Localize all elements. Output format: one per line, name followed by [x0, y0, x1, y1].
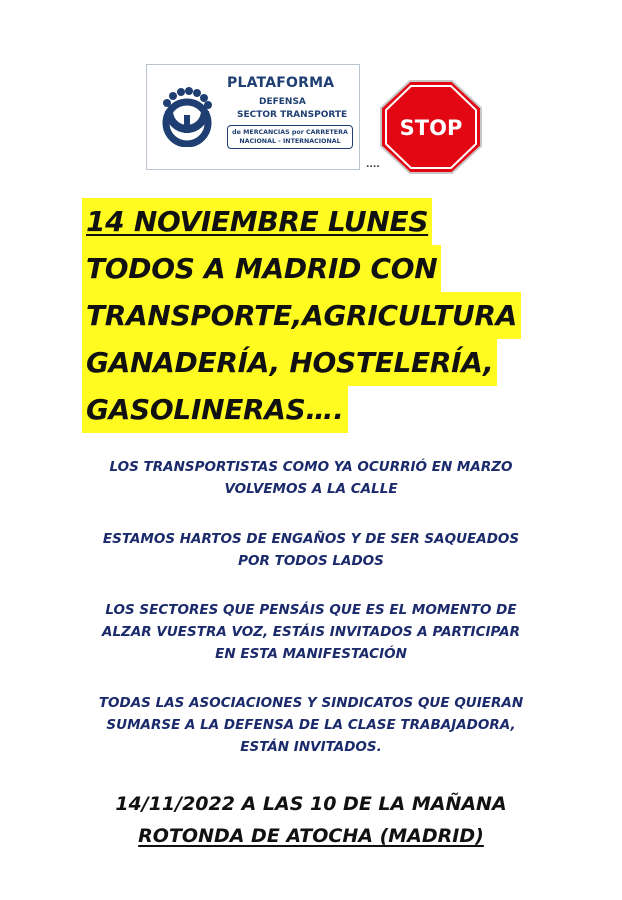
stop-sign-label: STOP: [399, 116, 463, 140]
logo-scope-line-1: de MERCANCIAS por CARRETERA: [232, 129, 348, 136]
headline: [82, 198, 521, 433]
paragraph-line: VOLVEMOS A LA CALLE: [224, 481, 398, 497]
headline-line-date: 14 NOVIEMBRE LUNES: [82, 198, 432, 245]
truck-wheel-emblem-icon: [159, 87, 215, 147]
paragraph-line: ESTÁN INVITADOS.: [240, 739, 382, 755]
paragraph-sectores: [40, 599, 582, 665]
event-date-time: 14/11/2022 A LAS 10 DE LA MAÑANA: [115, 793, 507, 815]
event-location: [40, 822, 582, 850]
paragraph-line: TODAS LAS ASOCIACIONES Y SINDICATOS QUE QUIERAN: [98, 695, 524, 711]
paragraph-line: ESTAMOS HARTOS DE ENGAÑOS Y DE SER SAQUEADOS: [102, 531, 520, 547]
paragraph-line: LOS SECTORES QUE PENSÁIS QUE ES EL MOMENTO DE: [105, 602, 517, 618]
paragraph-line: ALZAR VUESTRA VOZ, ESTÁIS INVITADOS A PARTICIPAR: [102, 624, 520, 640]
organization-logo: [146, 64, 360, 170]
paragraph-transportistas: [40, 456, 582, 500]
logo-scope-line-2: NACIONAL - INTERNACIONAL: [239, 138, 341, 145]
headline-line-ganaderia: GANADERÍA, HOSTELERÍA,: [82, 339, 497, 386]
stop-sign-icon: [380, 80, 482, 174]
logo-scope-box: [227, 125, 353, 149]
paragraph-asociaciones: [40, 692, 582, 758]
paragraph-line: LOS TRANSPORTISTAS COMO YA OCURRIÓ EN MARZO: [109, 459, 513, 475]
paragraph-line: SUMARSE A LA DEFENSA DE LA CLASE TRABAJADORA,: [106, 717, 516, 733]
logo-title: PLATAFORMA: [227, 75, 335, 91]
paragraph-line: EN ESTA MANIFESTACIÓN: [215, 646, 407, 662]
logo-line-sector: SECTOR TRANSPORTE: [237, 110, 348, 120]
headline-line-madrid: TODOS A MADRID CON: [82, 245, 441, 292]
logo-dots: ....: [366, 160, 380, 170]
headline-line-transporte: TRANSPORTE,AGRICULTURA: [82, 292, 521, 339]
headline-line-gasolineras: GASOLINERAS….: [82, 386, 348, 433]
logo-line-defensa: DEFENSA: [259, 97, 306, 107]
event-location-text: ROTONDA DE ATOCHA (MADRID): [138, 825, 484, 847]
paragraph-hartos: [40, 528, 582, 572]
paragraph-line: POR TODOS LADOS: [238, 553, 384, 569]
